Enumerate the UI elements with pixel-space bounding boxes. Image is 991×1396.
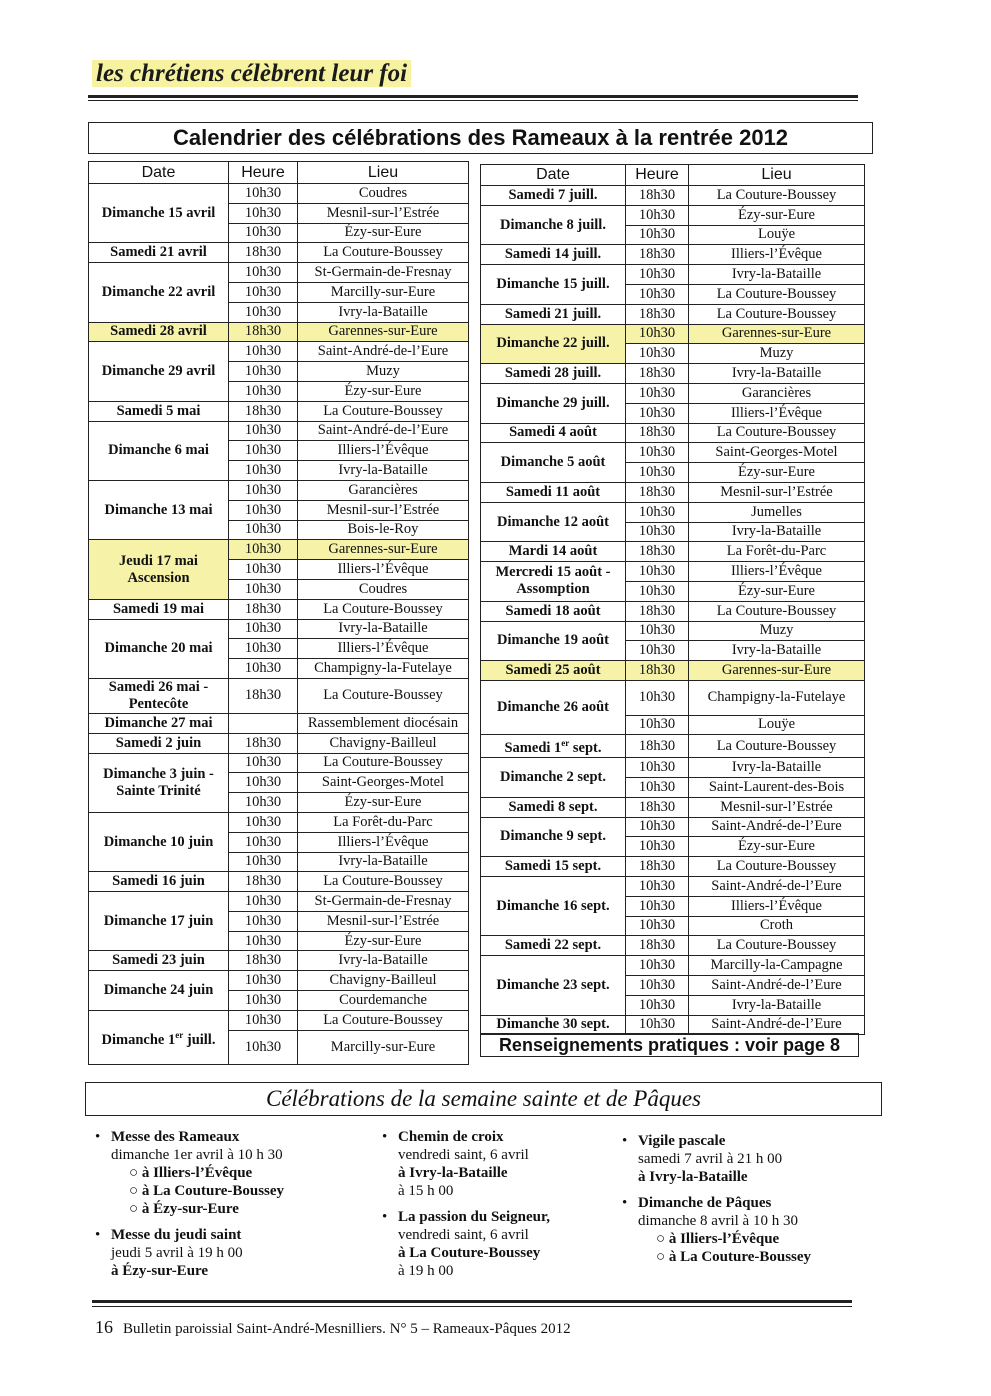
cell-date: Dimanche 3 juin - Sainte Trinité <box>89 753 229 812</box>
cell-heure: 10h30 <box>626 817 689 837</box>
table-row <box>481 936 865 956</box>
cell-lieu: Champigny-la-Futelaye <box>298 659 469 679</box>
cell-date: Samedi 23 juin <box>89 951 229 971</box>
table-row <box>89 480 469 500</box>
cell-lieu: Ézy-sur-Eure <box>689 837 865 857</box>
table-row <box>481 797 865 817</box>
cell-date: Dimanche 24 juin <box>89 971 229 1011</box>
col-header-lieu: Lieu <box>298 162 469 184</box>
cell-heure: 18h30 <box>626 482 689 502</box>
cell-date: Mardi 14 août <box>481 542 626 562</box>
table-row <box>89 951 469 971</box>
cell-date: Samedi 18 août <box>481 601 626 621</box>
cell-lieu: La Couture-Boussey <box>298 872 469 892</box>
cell-lieu: Ivry-la-Bataille <box>689 364 865 384</box>
list-item: • La passion du Seigneur, vendredi saint, 6 avril à La Couture-Boussey à 19 h 00 <box>382 1208 602 1280</box>
table-row <box>89 753 469 773</box>
cell-lieu: La Forêt-du-Parc <box>689 542 865 562</box>
cell-heure: 18h30 <box>229 678 298 713</box>
cell-heure: 18h30 <box>229 401 298 421</box>
cell-lieu: Ézy-sur-Eure <box>689 205 865 225</box>
cell-lieu: Ivry-la-Bataille <box>298 852 469 872</box>
cell-date: Samedi 5 mai <box>89 401 229 421</box>
cell-heure: 10h30 <box>626 522 689 542</box>
cell-heure: 18h30 <box>229 872 298 892</box>
cell-date: Samedi 7 juill. <box>481 186 626 206</box>
cell-heure: 10h30 <box>626 995 689 1015</box>
cell-lieu: Ézy-sur-Eure <box>298 931 469 951</box>
table-row <box>481 245 865 265</box>
cell-heure: 10h30 <box>229 342 298 362</box>
cell-lieu: Garennes-sur-Eure <box>298 540 469 560</box>
table-row <box>481 1015 865 1035</box>
table-row <box>481 857 865 877</box>
cell-lieu: St-Germain-de-Fresnay <box>298 892 469 912</box>
cell-date: Samedi 19 mai <box>89 599 229 619</box>
cell-date: Dimanche 29 juill. <box>481 383 626 423</box>
cell-heure: 10h30 <box>229 362 298 382</box>
list-item: • Vigile pascale samedi 7 avril à 21 h 00 à Ivry-la-Bataille <box>622 1132 862 1186</box>
table-row <box>89 342 469 362</box>
cell-lieu: Ivry-la-Bataille <box>298 461 469 481</box>
cell-heure: 10h30 <box>626 324 689 344</box>
cell-date: Dimanche 26 août <box>481 680 626 734</box>
cell-date: Samedi 8 sept. <box>481 797 626 817</box>
cell-date: Dimanche 22 juill. <box>481 324 626 364</box>
cell-lieu: Illiers-l’Évêque <box>689 896 865 916</box>
cell-heure: 18h30 <box>229 599 298 619</box>
cell-lieu: Garennes-sur-Eure <box>689 324 865 344</box>
cell-heure: 10h30 <box>626 680 689 715</box>
list-item: • Chemin de croix vendredi saint, 6 avril à Ivry-la-Bataille à 15 h 00 <box>382 1128 602 1200</box>
cell-lieu: La Couture-Boussey <box>689 304 865 324</box>
col-header-date: Date <box>89 162 229 184</box>
table-row <box>481 265 865 285</box>
cell-heure: 10h30 <box>626 225 689 245</box>
cell-heure: 10h30 <box>626 956 689 976</box>
col-header-lieu: Lieu <box>689 165 865 186</box>
table-row <box>481 758 865 778</box>
cell-lieu: Jumelles <box>689 502 865 522</box>
cell-heure: 18h30 <box>626 735 689 758</box>
cell-heure: 18h30 <box>229 951 298 971</box>
cell-lieu: Illiers-l’Évêque <box>298 441 469 461</box>
cell-lieu: Garancières <box>689 383 865 403</box>
cell-lieu: Ézy-sur-Eure <box>298 793 469 813</box>
cell-lieu: Ivry-la-Bataille <box>298 619 469 639</box>
cell-lieu: Muzy <box>298 362 469 382</box>
cell-heure: 10h30 <box>229 1030 298 1065</box>
cell-heure: 18h30 <box>626 304 689 324</box>
cell-lieu: Bois-le-Roy <box>298 520 469 540</box>
cell-heure: 18h30 <box>229 733 298 753</box>
cell-lieu: Ivry-la-Bataille <box>689 265 865 285</box>
table-row <box>89 540 469 560</box>
cell-heure: 10h30 <box>229 302 298 322</box>
cell-heure: 10h30 <box>626 896 689 916</box>
holy-week-col-1 <box>95 1128 345 1280</box>
cell-lieu: Muzy <box>689 621 865 641</box>
cell-heure: 10h30 <box>229 991 298 1011</box>
cell-heure: 10h30 <box>229 560 298 580</box>
cell-date: Mercredi 15 août - Assomption <box>481 562 626 602</box>
footer-rule <box>92 1300 852 1303</box>
cell-heure: 10h30 <box>229 971 298 991</box>
cell-lieu: La Forêt-du-Parc <box>298 812 469 832</box>
cell-heure: 10h30 <box>626 403 689 423</box>
table-row <box>481 876 865 896</box>
cell-lieu: St-Germain-de-Fresnay <box>298 263 469 283</box>
cell-heure: 10h30 <box>229 1010 298 1030</box>
table-row <box>481 383 865 403</box>
cell-lieu: Mesnil-sur-l’Estrée <box>298 911 469 931</box>
cell-date: Dimanche 15 juill. <box>481 265 626 305</box>
cell-lieu: Rassemblement diocésain <box>298 713 469 733</box>
cell-lieu: La Couture-Boussey <box>689 186 865 206</box>
cell-heure: 10h30 <box>229 911 298 931</box>
table-row <box>481 601 865 621</box>
table-row <box>89 1010 469 1030</box>
cell-lieu: Ivry-la-Bataille <box>298 302 469 322</box>
cell-lieu: Saint-André-de-l’Eure <box>689 1015 865 1035</box>
page-number: 16 <box>95 1317 113 1337</box>
cell-heure: 10h30 <box>626 502 689 522</box>
cell-lieu: La Couture-Boussey <box>298 401 469 421</box>
cell-date: Samedi 28 juill. <box>481 364 626 384</box>
table-row <box>89 599 469 619</box>
page-footer <box>95 1317 571 1338</box>
cell-lieu: La Couture-Boussey <box>689 735 865 758</box>
cell-heure: 10h30 <box>626 463 689 483</box>
cell-date: Dimanche 19 août <box>481 621 626 661</box>
cell-date: Dimanche 2 sept. <box>481 758 626 798</box>
cell-lieu: Mesnil-sur-l’Estrée <box>689 482 865 502</box>
cell-heure: 10h30 <box>229 263 298 283</box>
table-row <box>89 678 469 713</box>
cell-heure: 10h30 <box>626 562 689 582</box>
cell-date: Dimanche 13 mai <box>89 480 229 539</box>
holy-week-col-2 <box>382 1128 602 1280</box>
cell-heure: 18h30 <box>626 601 689 621</box>
cell-lieu: Champigny-la-Futelaye <box>689 680 865 715</box>
cell-lieu: La Couture-Boussey <box>689 284 865 304</box>
cell-date: Dimanche 10 juin <box>89 812 229 871</box>
cell-lieu: Courdemanche <box>298 991 469 1011</box>
cell-heure: 10h30 <box>229 282 298 302</box>
cell-heure: 10h30 <box>626 876 689 896</box>
cell-heure: 18h30 <box>626 661 689 681</box>
cell-lieu: La Couture-Boussey <box>689 423 865 443</box>
cell-date: Dimanche 12 août <box>481 502 626 542</box>
cell-heure: 10h30 <box>229 639 298 659</box>
cell-heure: 18h30 <box>626 423 689 443</box>
cell-lieu: La Couture-Boussey <box>689 857 865 877</box>
cell-heure: 18h30 <box>626 542 689 562</box>
table-row <box>89 401 469 421</box>
cell-heure: 10h30 <box>626 975 689 995</box>
cell-date: Dimanche 5 août <box>481 443 626 483</box>
cell-lieu: Marcilly-sur-Eure <box>298 1030 469 1065</box>
table-row <box>89 619 469 639</box>
cell-date: Samedi 2 juin <box>89 733 229 753</box>
cell-date: Dimanche 27 mai <box>89 713 229 733</box>
cell-heure: 10h30 <box>229 203 298 223</box>
cell-heure: 10h30 <box>626 284 689 304</box>
table-row <box>481 324 865 344</box>
cell-heure: 10h30 <box>229 421 298 441</box>
table-row <box>89 872 469 892</box>
cell-heure: 18h30 <box>229 243 298 263</box>
cell-heure: 10h30 <box>229 773 298 793</box>
cell-lieu: Ézy-sur-Eure <box>689 463 865 483</box>
section-title: les chrétiens célèbrent leur foi <box>92 60 411 88</box>
table-row <box>481 443 865 463</box>
cell-heure: 18h30 <box>626 186 689 206</box>
cell-lieu: Saint-André-de-l’Eure <box>689 975 865 995</box>
cell-lieu: Marcilly-sur-Eure <box>298 282 469 302</box>
col-header-heure: Heure <box>229 162 298 184</box>
list-item: • Messe du jeudi saint jeudi 5 avril à 19 h 00 à Ézy-sur-Eure <box>95 1226 345 1280</box>
cell-date: Samedi 25 août <box>481 661 626 681</box>
cell-heure: 18h30 <box>626 797 689 817</box>
cell-date: Samedi 4 août <box>481 423 626 443</box>
cell-date: Dimanche 22 avril <box>89 263 229 322</box>
cell-date: Dimanche 1er juill. <box>89 1010 229 1064</box>
cell-heure: 10h30 <box>626 715 689 735</box>
cell-date: Dimanche 30 sept. <box>481 1015 626 1035</box>
table-row <box>89 892 469 912</box>
cell-date: Dimanche 20 mai <box>89 619 229 678</box>
cell-lieu: La Couture-Boussey <box>298 678 469 713</box>
cell-lieu: Ézy-sur-Eure <box>298 223 469 243</box>
table-row <box>89 421 469 441</box>
cell-lieu: Illiers-l’Évêque <box>298 560 469 580</box>
table-row <box>481 621 865 641</box>
cell-lieu: Garancières <box>298 480 469 500</box>
table-row <box>481 205 865 225</box>
cell-date: Samedi 1er sept. <box>481 735 626 758</box>
header-rule <box>88 95 858 98</box>
table-row <box>481 502 865 522</box>
table-row <box>89 733 469 753</box>
table-row <box>481 304 865 324</box>
cell-heure: 10h30 <box>229 520 298 540</box>
calendar-title: Calendrier des célébrations des Rameaux à la rentrée 2012 <box>88 122 873 154</box>
table-row <box>89 971 469 991</box>
cell-lieu: Saint-André-de-l’Eure <box>689 817 865 837</box>
table-row <box>89 184 469 204</box>
cell-lieu: Garennes-sur-Eure <box>689 661 865 681</box>
cell-heure: 18h30 <box>626 245 689 265</box>
cell-heure: 10h30 <box>229 793 298 813</box>
cell-lieu: Ézy-sur-Eure <box>298 381 469 401</box>
cell-heure: 10h30 <box>626 383 689 403</box>
cell-lieu: Ivry-la-Bataille <box>689 641 865 661</box>
table-row <box>481 364 865 384</box>
cell-date: Samedi 16 juin <box>89 872 229 892</box>
cell-date: Samedi 15 sept. <box>481 857 626 877</box>
cell-heure: 10h30 <box>229 812 298 832</box>
cell-lieu: Coudres <box>298 579 469 599</box>
cell-lieu: Saint-Laurent-des-Bois <box>689 777 865 797</box>
list-item: • Dimanche de Pâques dimanche 8 avril à 10 h 30 ○ à Illiers-l’Évêque ○ à La Couture-Boussey <box>622 1194 862 1266</box>
cell-lieu: Croth <box>689 916 865 936</box>
cell-lieu: La Couture-Boussey <box>298 1010 469 1030</box>
cell-lieu: Mesnil-sur-l’Estrée <box>298 203 469 223</box>
cell-heure: 10h30 <box>626 443 689 463</box>
cell-date: Dimanche 9 sept. <box>481 817 626 857</box>
cell-date: Samedi 14 juill. <box>481 245 626 265</box>
cell-heure: 10h30 <box>626 344 689 364</box>
cell-heure: 10h30 <box>229 659 298 679</box>
cell-lieu: Coudres <box>298 184 469 204</box>
col-header-heure: Heure <box>626 165 689 186</box>
cell-date: Dimanche 15 avril <box>89 184 229 243</box>
cell-heure: 10h30 <box>229 892 298 912</box>
cell-heure: 10h30 <box>229 619 298 639</box>
cell-heure: 10h30 <box>229 852 298 872</box>
bulletin-name: Bulletin paroissial Saint-André-Mesnilliers. N° 5 – Rameaux-Pâques 2012 <box>123 1321 571 1337</box>
cell-lieu: La Couture-Boussey <box>689 936 865 956</box>
cell-heure: 10h30 <box>229 223 298 243</box>
cell-date: Dimanche 16 sept. <box>481 876 626 935</box>
table-row <box>481 542 865 562</box>
cell-lieu: Ivry-la-Bataille <box>689 522 865 542</box>
col-header-date: Date <box>481 165 626 186</box>
cell-lieu: Louÿe <box>689 225 865 245</box>
cell-lieu: La Couture-Boussey <box>298 753 469 773</box>
cell-heure: 10h30 <box>229 753 298 773</box>
cell-heure: 10h30 <box>229 381 298 401</box>
cell-lieu: Mesnil-sur-l’Estrée <box>689 797 865 817</box>
cell-lieu: Garennes-sur-Eure <box>298 322 469 342</box>
cell-date: Dimanche 8 juill. <box>481 205 626 245</box>
cell-lieu: Ivry-la-Bataille <box>689 995 865 1015</box>
cell-lieu: Saint-Georges-Motel <box>689 443 865 463</box>
cell-lieu: Ivry-la-Bataille <box>689 758 865 778</box>
cell-lieu: Mesnil-sur-l’Estrée <box>298 500 469 520</box>
cell-heure: 10h30 <box>626 265 689 285</box>
cell-lieu: Saint-Georges-Motel <box>298 773 469 793</box>
header-rule-thin <box>88 100 858 101</box>
table-row <box>481 817 865 837</box>
cell-lieu: Chavigny-Bailleul <box>298 971 469 991</box>
cell-date: Samedi 28 avril <box>89 322 229 342</box>
cell-heure: 10h30 <box>626 916 689 936</box>
cell-lieu: Muzy <box>689 344 865 364</box>
table-row <box>481 562 865 582</box>
cell-heure: 10h30 <box>229 500 298 520</box>
cell-lieu: La Couture-Boussey <box>298 243 469 263</box>
cell-date: Samedi 26 mai - Pentecôte <box>89 678 229 713</box>
table-row <box>89 243 469 263</box>
table-row <box>481 423 865 443</box>
cell-heure: 10h30 <box>626 758 689 778</box>
holy-week-title: Célébrations de la semaine sainte et de Pâques <box>85 1082 882 1116</box>
cell-heure: 10h30 <box>229 441 298 461</box>
cell-lieu: Illiers-l’Évêque <box>689 403 865 423</box>
cell-heure: 18h30 <box>229 322 298 342</box>
cell-heure: 10h30 <box>229 931 298 951</box>
cell-lieu: Saint-André-de-l’Eure <box>689 876 865 896</box>
table-row <box>89 263 469 283</box>
table-row <box>481 661 865 681</box>
table-row <box>481 482 865 502</box>
table-row <box>481 680 865 715</box>
cell-heure: 10h30 <box>229 540 298 560</box>
left-calendar-table <box>88 161 469 1065</box>
cell-lieu: La Couture-Boussey <box>689 601 865 621</box>
cell-heure: 10h30 <box>229 184 298 204</box>
info-note: Renseignements pratiques : voir page 8 <box>480 1033 859 1057</box>
cell-date: Dimanche 23 sept. <box>481 956 626 1015</box>
cell-date: Samedi 22 sept. <box>481 936 626 956</box>
cell-heure: 10h30 <box>626 777 689 797</box>
cell-date: Samedi 21 avril <box>89 243 229 263</box>
holy-week-col-3 <box>622 1132 862 1266</box>
cell-heure <box>229 713 298 733</box>
table-row <box>481 186 865 206</box>
footer-rule-thin <box>92 1306 852 1307</box>
cell-date: Dimanche 17 juin <box>89 892 229 951</box>
cell-lieu: Illiers-l’Évêque <box>689 562 865 582</box>
cell-heure: 10h30 <box>626 581 689 601</box>
table-row <box>89 812 469 832</box>
cell-lieu: La Couture-Boussey <box>298 599 469 619</box>
cell-lieu: Saint-André-de-l’Eure <box>298 421 469 441</box>
cell-heure: 10h30 <box>626 621 689 641</box>
cell-heure: 10h30 <box>626 205 689 225</box>
cell-lieu: Illiers-l’Évêque <box>298 832 469 852</box>
cell-date: Samedi 11 août <box>481 482 626 502</box>
table-row <box>89 713 469 733</box>
cell-date: Samedi 21 juill. <box>481 304 626 324</box>
cell-lieu: Ivry-la-Bataille <box>298 951 469 971</box>
cell-heure: 10h30 <box>626 641 689 661</box>
cell-lieu: Louÿe <box>689 715 865 735</box>
cell-heure: 10h30 <box>229 461 298 481</box>
cell-lieu: Illiers-l’Évêque <box>298 639 469 659</box>
cell-heure: 10h30 <box>229 579 298 599</box>
cell-heure: 10h30 <box>626 837 689 857</box>
table-row <box>481 956 865 976</box>
cell-heure: 18h30 <box>626 936 689 956</box>
cell-heure: 18h30 <box>626 364 689 384</box>
cell-heure: 10h30 <box>229 832 298 852</box>
table-row <box>481 735 865 758</box>
table-row <box>89 322 469 342</box>
cell-heure: 18h30 <box>626 857 689 877</box>
cell-lieu: Chavigny-Bailleul <box>298 733 469 753</box>
cell-date: Dimanche 6 mai <box>89 421 229 480</box>
cell-heure: 10h30 <box>626 1015 689 1035</box>
list-item: • Messe des Rameaux dimanche 1er avril à 10 h 30 ○ à Illiers-l’Évêque ○ à La Couture-Boussey ○ à Ézy-sur-Eure <box>95 1128 345 1218</box>
cell-lieu: Ézy-sur-Eure <box>689 581 865 601</box>
cell-heure: 10h30 <box>229 480 298 500</box>
cell-lieu: Illiers-l’Évêque <box>689 245 865 265</box>
right-calendar-table <box>480 164 865 1035</box>
cell-lieu: Saint-André-de-l’Eure <box>298 342 469 362</box>
cell-date: Dimanche 29 avril <box>89 342 229 401</box>
cell-lieu: Marcilly-la-Campagne <box>689 956 865 976</box>
cell-date: Jeudi 17 mai Ascension <box>89 540 229 599</box>
